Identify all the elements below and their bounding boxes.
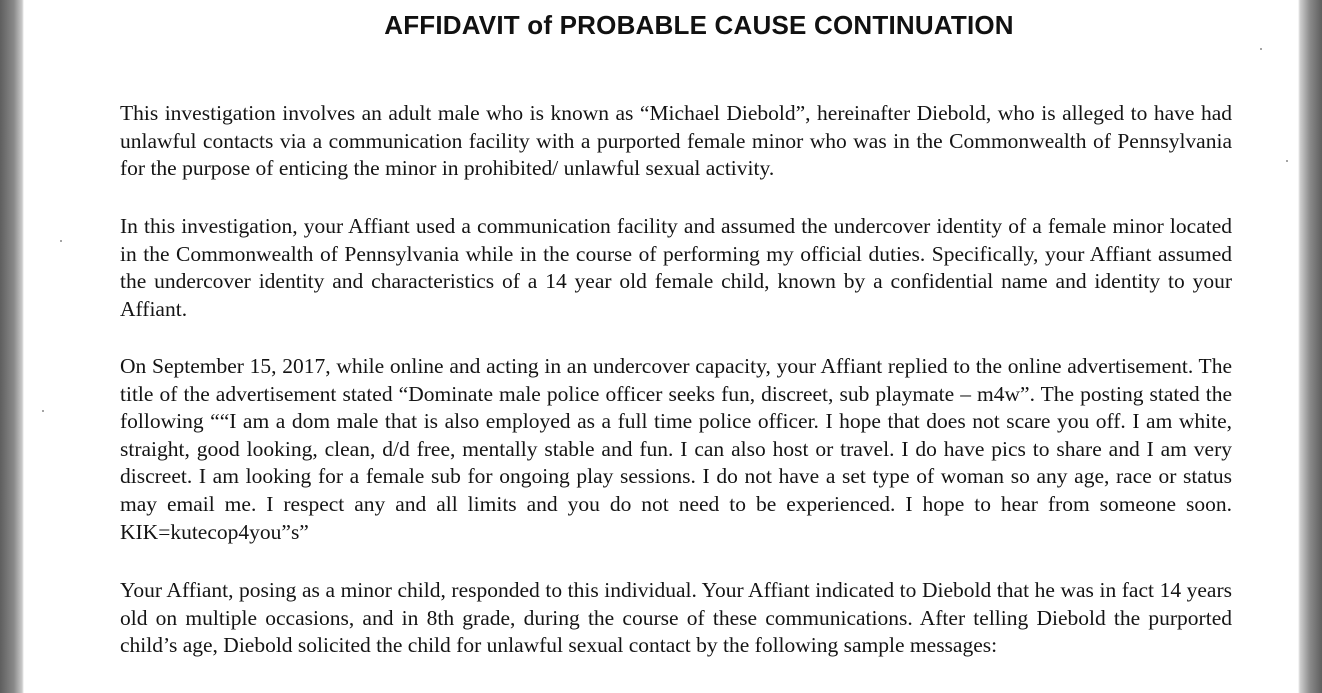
paragraph-2: In this investigation, your Affiant used a communication facility and assumed the undercover identity of a female minor located in the Commonwealth of Pennsylvania while in the course of performing my official duties. Specifically, your Affiant assumed the undercover identity and characteristics of a 14 year old female child, known by a confidential name and identity to your Affiant.	[120, 214, 1232, 321]
document-page	[24, 0, 1298, 693]
scan-speck	[1260, 48, 1262, 50]
paragraph-4: Your Affiant, posing as a minor child, responded to this individual. Your Affiant indicated to Diebold that he was in fact 14 years old on multiple occasions, and in 8th grade, during the course of these communications. After telling Diebold the purported child’s age, Diebold solicited the child for unlawful sexual contact by the following sample messages:	[120, 578, 1232, 658]
page-title: AFFIDAVIT of PROBABLE CAUSE CONTINUATION	[384, 10, 1014, 40]
paragraph-3: On September 15, 2017, while online and acting in an undercover capacity, your Affiant replied to the online advertisement. The title of the advertisement stated “Dominate male police officer seeks fun, discreet, sub playmate – m4w”. The posting stated the following ““I am a dom male that is also employed as a full time police officer. I hope that does not scare you off. I am white, straight, good looking, clean, d/d free, mentally stable and fun. I can also host or travel. I do have pics to share and I am very discreet. I am looking for a female sub for ongoing play sessions. I do not have a set type of woman so any age, race or status may email me. I respect any and all limits and you do not need to be experienced. I hope to hear from someone soon. KIK=kutecop4you”s”	[120, 354, 1232, 544]
scan-speck	[42, 410, 44, 412]
scan-speck	[1286, 160, 1288, 162]
scan-speck	[60, 240, 62, 242]
paragraph-1: This investigation involves an adult male who is known as “Michael Diebold”, hereinafter Diebold, who is alleged to have had unlawful contacts via a communication facility with a purported female minor who was in the Commonwealth of Pennsylvania for the purpose of enticing the minor in prohibited/ unlawful sexual activity.	[120, 101, 1232, 181]
